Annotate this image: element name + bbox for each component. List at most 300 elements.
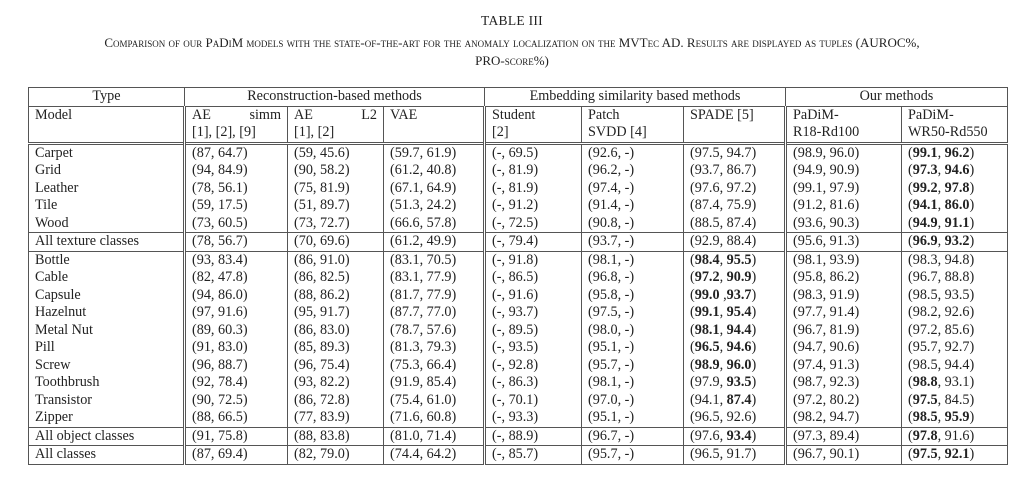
table-row (29, 427, 1008, 446)
value-cell: (98.9, 96.0) (684, 357, 786, 375)
pro-value: 17.5 (218, 197, 243, 213)
auroc-value: 98.2 (912, 304, 938, 320)
auroc-value: 90 (196, 391, 211, 408)
value-cell: (97.4, 91.3) (786, 357, 902, 375)
pro-value: 72.5 (218, 391, 243, 408)
value-cell: (91.4, -) (582, 197, 684, 215)
pro-value: 64.7 (218, 144, 243, 161)
value-cell: (97.2, 90.9) (684, 269, 786, 287)
auroc-value: 97.2 (912, 321, 938, 338)
pro-value: 86.2 (829, 269, 855, 285)
pro-value: - (624, 214, 630, 231)
col-label: PaDiM- (908, 106, 954, 123)
col-ref: [1], [2], [9] (192, 124, 256, 140)
value-cell: (97.5, 92.1) (902, 446, 1008, 465)
value-cell: (94.1, 86.0) (902, 197, 1008, 215)
table-row (29, 162, 1008, 180)
auroc-value: 81.3 (394, 339, 420, 355)
pro-value: 81.9 (829, 321, 855, 338)
value-cell: (95, 91.7) (288, 304, 384, 322)
value-cell: (94.7, 90.6) (786, 339, 902, 357)
pro-value: - (624, 286, 630, 303)
auroc-value: 95.8 (592, 286, 618, 303)
auroc-value: 93.6 (797, 214, 823, 231)
pro-value: 57.6 (426, 321, 452, 338)
value-cell: (78, 56.7) (185, 233, 288, 252)
value-cell: (91, 75.8) (185, 427, 288, 446)
auroc-value: 95.8 (797, 269, 823, 285)
pro-value: 91.7 (726, 446, 752, 462)
pro-value: 93.3 (508, 409, 534, 425)
value-cell: (-, 93.3) (485, 409, 582, 427)
pro-value: 88.8 (944, 269, 970, 285)
pro-value: 91.6 (508, 286, 534, 303)
pro-value: 93.9 (829, 251, 855, 268)
value-cell: (-, 86.3) (485, 374, 582, 392)
auroc-value: 90.8 (592, 214, 618, 231)
col-header-patch-svdd (582, 106, 684, 143)
row-label: Hazelnut (29, 304, 185, 322)
auroc-value: 82 (196, 269, 211, 285)
pro-value: - (624, 269, 630, 285)
value-cell: (96.5, 92.6) (684, 409, 786, 427)
value-cell: (91, 83.0) (185, 339, 288, 357)
table-row (29, 215, 1008, 233)
value-cell: (-, 79.4) (485, 233, 582, 252)
auroc-value: 86 (298, 251, 313, 268)
pro-value: 75.8 (218, 427, 243, 444)
value-cell: (67.1, 64.9) (384, 180, 485, 198)
col-label: Patch (588, 106, 620, 123)
auroc-value: 51 (298, 197, 313, 213)
column-header-row (29, 106, 1008, 143)
auroc-value: 61.2 (394, 233, 420, 249)
table-row (29, 304, 1008, 322)
value-cell: (97.4, -) (582, 180, 684, 198)
pro-value: 92.3 (829, 374, 855, 390)
table-row (29, 409, 1008, 427)
pro-value: 97.2 (726, 179, 752, 196)
pro-value: 69.6 (320, 233, 345, 249)
pro-value: 94.6 (944, 162, 970, 178)
value-cell: (97.8, 91.6) (902, 427, 1008, 446)
row-label: Leather (29, 180, 185, 198)
pro-value: 90.1 (829, 446, 855, 462)
auroc-value: 88 (298, 286, 313, 303)
pro-value: 93.7 (508, 304, 534, 320)
value-cell: (99.1, 95.4) (684, 304, 786, 322)
table-caption: Comparison of our PaDiM models with the state-of-the-art for the anomaly localization on the MVTec AD. Results are displayed as tuples (AUROC%, PRO-score%) (104, 35, 920, 68)
value-cell: (98.5, 94.4) (902, 357, 1008, 375)
auroc-value: 96.8 (592, 269, 618, 285)
value-cell: (70, 69.6) (288, 233, 384, 252)
auroc-value: 96.5 (694, 446, 720, 462)
value-cell: (-, 85.7) (485, 446, 582, 465)
table-row (29, 197, 1008, 215)
auroc-value: 92.6 (592, 144, 618, 161)
col-label: AE (294, 106, 313, 123)
col-header-spade (684, 106, 786, 143)
auroc-value: 98.0 (592, 321, 618, 338)
pro-value: 61.0 (426, 391, 452, 408)
pro-value: 94.4 (726, 321, 752, 338)
pro-value: 93.4 (726, 427, 752, 444)
auroc-value: 98.1 (592, 251, 618, 268)
row-label: Toothbrush (29, 374, 185, 392)
pro-value: 77.9 (426, 269, 452, 285)
pro-value: 79.3 (426, 339, 452, 355)
auroc-value: 96.7 (797, 446, 823, 462)
pro-value: - (624, 304, 630, 320)
value-cell: (87, 64.7) (185, 143, 288, 162)
pro-value: 69.4 (218, 446, 243, 462)
auroc-value: 95 (298, 304, 313, 320)
pro-value: 79.4 (508, 233, 534, 249)
pro-value: 93.2 (944, 233, 970, 249)
value-cell: (86, 91.0) (288, 251, 384, 269)
auroc-value: - (496, 446, 502, 462)
group-reconstruction: Reconstruction-based methods (185, 88, 485, 107)
auroc-value: 98.5 (912, 409, 938, 425)
value-cell: (61.2, 49.9) (384, 233, 485, 252)
table-row (29, 392, 1008, 410)
col-ref: R18-Rd100 (793, 124, 860, 140)
value-cell: (-, 70.1) (485, 392, 582, 410)
pro-value: 90.9 (829, 162, 855, 178)
value-cell: (99.1, 96.2) (902, 143, 1008, 162)
pro-value: 91.7 (320, 304, 345, 320)
value-cell: (88, 66.5) (185, 409, 288, 427)
auroc-value: 99.1 (694, 304, 720, 320)
value-cell: (87.4, 75.9) (684, 197, 786, 215)
auroc-value: 99.0 (694, 286, 720, 303)
value-cell: (-, 93.5) (485, 339, 582, 357)
value-cell: (96, 75.4) (288, 357, 384, 375)
pro-value: 92.8 (508, 356, 534, 373)
value-cell: (94, 86.0) (185, 287, 288, 305)
auroc-value: 67.1 (394, 179, 420, 196)
row-label: Wood (29, 215, 185, 233)
table-row (29, 287, 1008, 305)
table-row (29, 374, 1008, 392)
table-row (29, 143, 1008, 162)
value-cell: (96, 88.7) (185, 357, 288, 375)
auroc-value: 66.6 (394, 214, 420, 231)
pro-value: - (624, 162, 630, 178)
pro-value: 69.5 (508, 144, 534, 161)
pro-value: 72.7 (320, 214, 345, 231)
table-row (29, 251, 1008, 269)
pro-value: 95.9 (944, 409, 970, 425)
auroc-value: - (496, 269, 502, 285)
value-cell: (86, 83.0) (288, 322, 384, 340)
pro-value: 85.7 (508, 446, 534, 462)
pro-value: 71.4 (426, 427, 452, 444)
value-cell: (-, 81.9) (485, 162, 582, 180)
value-cell: (97.6, 93.4) (684, 427, 786, 446)
value-cell: (95.7, -) (582, 357, 684, 375)
results-table (28, 87, 1008, 465)
pro-value: 86.0 (944, 197, 970, 213)
value-cell: (98.5, 93.5) (902, 287, 1008, 305)
value-cell: (92.9, 88.4) (684, 233, 786, 252)
auroc-value: 93 (196, 251, 211, 268)
pro-value: 77.9 (426, 286, 452, 303)
auroc-value: 95.7 (592, 356, 618, 373)
value-cell: (94.1, 87.4) (684, 392, 786, 410)
row-label: Cable (29, 269, 185, 287)
value-cell: (85, 89.3) (288, 339, 384, 357)
auroc-value: 97.3 (912, 162, 938, 178)
auroc-value: 98.5 (912, 356, 938, 373)
auroc-value: 98.3 (912, 251, 938, 268)
auroc-value: 87 (196, 446, 211, 462)
pro-value: 95.5 (726, 251, 752, 268)
value-cell: (98.3, 91.9) (786, 287, 902, 305)
pro-value: 70.5 (426, 251, 452, 268)
pro-value: 60.3 (218, 321, 243, 338)
pro-value: 93.1 (944, 374, 970, 390)
value-cell: (97.6, 97.2) (684, 180, 786, 198)
value-cell: (77, 83.9) (288, 409, 384, 427)
pro-value: 83.4 (218, 251, 243, 268)
value-cell: (96.5, 91.7) (684, 446, 786, 465)
pro-value: 97.9 (829, 179, 855, 196)
value-cell: (97, 91.6) (185, 304, 288, 322)
auroc-value: 91 (196, 339, 211, 355)
auroc-value: 73 (196, 214, 211, 231)
value-cell: (98.7, 92.3) (786, 374, 902, 392)
auroc-value: 89 (196, 321, 211, 338)
value-cell: (98.0, -) (582, 322, 684, 340)
auroc-value: 98.4 (694, 251, 720, 268)
auroc-value: 82 (298, 446, 313, 462)
value-cell: (-, 88.9) (485, 427, 582, 446)
table-row (29, 339, 1008, 357)
pro-value: 94.6 (726, 339, 752, 355)
auroc-value: 95.1 (592, 409, 618, 425)
pro-value: 75.9 (726, 197, 752, 213)
auroc-value: 95.7 (592, 446, 618, 462)
auroc-value: 77 (298, 409, 313, 425)
row-label: Pill (29, 339, 185, 357)
col-ref: WR50-Rd550 (908, 124, 988, 140)
pro-value: 61.9 (426, 144, 452, 161)
value-cell: (90.8, -) (582, 215, 684, 233)
auroc-value: 59 (196, 197, 211, 213)
pro-value: 24.2 (426, 197, 452, 213)
auroc-value: 78.7 (394, 321, 420, 338)
auroc-value: 97.5 (694, 144, 720, 161)
row-label: Grid (29, 162, 185, 180)
value-cell: (51.3, 24.2) (384, 197, 485, 215)
pro-value: 96.2 (944, 144, 970, 161)
auroc-value: 96 (298, 356, 313, 373)
pro-value: 91.9 (829, 286, 855, 303)
pro-value: 60.5 (218, 214, 243, 231)
value-cell: (98.2, 92.6) (902, 304, 1008, 322)
pro-value: 81.9 (320, 179, 345, 196)
auroc-value: 75.3 (394, 356, 420, 373)
pro-value: - (624, 356, 630, 373)
value-cell: (96.8, -) (582, 269, 684, 287)
value-cell: (97.3, 94.6) (902, 162, 1008, 180)
pro-value: 92.6 (726, 409, 752, 425)
table-row (29, 233, 1008, 252)
auroc-value: 61.2 (394, 162, 420, 178)
pro-value: 49.9 (426, 233, 452, 249)
model-header (29, 106, 185, 143)
pro-value: 40.8 (426, 162, 452, 178)
value-cell: (97.2, 80.2) (786, 392, 902, 410)
auroc-value: 59 (298, 144, 313, 161)
value-cell: (98.8, 93.1) (902, 374, 1008, 392)
auroc-value: 93.7 (592, 233, 618, 249)
pro-value: 85.4 (426, 374, 452, 390)
auroc-value: 81.7 (394, 286, 420, 303)
pro-value: 86.0 (218, 286, 243, 303)
value-cell: (98.9, 96.0) (786, 143, 902, 162)
pro-value: 92.1 (944, 446, 970, 462)
pro-value: 82.2 (320, 374, 345, 390)
auroc-value: 99.1 (912, 144, 938, 161)
pro-value: 94.4 (944, 356, 970, 373)
col-label: PaDiM- (793, 106, 839, 123)
value-cell: (96.7, -) (582, 427, 684, 446)
value-cell: (90, 58.2) (288, 162, 384, 180)
auroc-value: 91.2 (797, 197, 823, 213)
pro-value: - (624, 233, 630, 249)
auroc-value: 96.7 (797, 321, 823, 338)
pro-value: 91.0 (320, 251, 345, 268)
auroc-value: 88.5 (694, 214, 720, 231)
value-cell: (87.7, 77.0) (384, 304, 485, 322)
value-cell: (75.4, 61.0) (384, 392, 485, 410)
auroc-value: 87.4 (694, 197, 720, 213)
auroc-value: 95.1 (592, 339, 618, 355)
pro-value: - (624, 339, 630, 355)
auroc-value: 97.0 (592, 391, 618, 408)
pro-value: 60.8 (426, 409, 452, 425)
auroc-value: - (496, 339, 502, 355)
pro-value: 91.6 (218, 304, 243, 320)
auroc-value: 51.3 (394, 197, 420, 213)
value-cell: (94, 84.9) (185, 162, 288, 180)
value-cell: (96.7, 90.1) (786, 446, 902, 465)
value-cell: (97.7, 91.4) (786, 304, 902, 322)
row-label: Zipper (29, 409, 185, 427)
pro-value: 79.0 (320, 446, 345, 462)
value-cell: (97.5, 84.5) (902, 392, 1008, 410)
auroc-value: 86 (298, 391, 313, 408)
auroc-value: 93.7 (694, 162, 720, 178)
value-cell: (97.5, 94.7) (684, 143, 786, 162)
col-label: Student (492, 106, 536, 123)
auroc-value: 96.5 (694, 339, 720, 355)
auroc-value: 97.2 (694, 269, 720, 285)
table-row (29, 180, 1008, 198)
pro-value: - (624, 197, 630, 213)
auroc-value: 97.7 (797, 304, 823, 320)
pro-value: 57.8 (426, 214, 452, 231)
pro-value: 89.3 (320, 339, 345, 355)
auroc-value: 83.1 (394, 269, 420, 285)
pro-value: 86.7 (726, 162, 752, 178)
value-cell: (96.5, 94.6) (684, 339, 786, 357)
auroc-value: 70 (298, 233, 313, 249)
auroc-value: 94 (196, 286, 211, 303)
auroc-value: 86 (298, 321, 313, 338)
auroc-value: 98.9 (797, 144, 823, 161)
row-label: Bottle (29, 251, 185, 269)
auroc-value: - (496, 391, 502, 408)
pro-value: - (624, 427, 630, 444)
value-cell: (87, 69.4) (185, 446, 288, 465)
value-cell: (93.7, -) (582, 233, 684, 252)
value-cell: (78.7, 57.6) (384, 322, 485, 340)
pro-value: 90.3 (829, 214, 855, 231)
value-cell: (81.0, 71.4) (384, 427, 485, 446)
auroc-value: 93 (298, 374, 313, 390)
auroc-value: - (496, 427, 502, 444)
value-cell: (73, 60.5) (185, 215, 288, 233)
col-label: L2 (361, 106, 377, 123)
auroc-value: 99.1 (797, 179, 823, 196)
auroc-value: - (496, 197, 502, 213)
auroc-value: 96 (196, 356, 211, 373)
auroc-value: 98.5 (912, 286, 938, 303)
pro-value: 93.5 (726, 374, 752, 390)
col-header-student (485, 106, 582, 143)
value-cell: (-, 92.8) (485, 357, 582, 375)
value-cell: (59, 45.6) (288, 143, 384, 162)
pro-value: 96.0 (829, 144, 855, 161)
value-cell: (-, 72.5) (485, 215, 582, 233)
value-cell: (98.5, 95.9) (902, 409, 1008, 427)
pro-value: 86.5 (508, 269, 534, 285)
value-cell: (86, 72.8) (288, 392, 384, 410)
auroc-value: 78 (196, 179, 211, 196)
pro-value: 95.4 (726, 304, 752, 320)
pro-value: 93.5 (944, 286, 970, 303)
auroc-value: 98.1 (694, 321, 720, 338)
value-cell: (83.1, 70.5) (384, 251, 485, 269)
pro-value: 94.7 (726, 144, 752, 161)
value-cell: (59.7, 61.9) (384, 143, 485, 162)
pro-value: 83.0 (218, 339, 243, 355)
pro-value: 58.2 (320, 162, 345, 178)
model-header-label: Model (35, 106, 73, 123)
value-cell: (96.2, -) (582, 162, 684, 180)
auroc-value: 95.7 (912, 339, 938, 355)
auroc-value: 96.7 (912, 269, 938, 285)
value-cell: (82, 47.8) (185, 269, 288, 287)
row-label: Carpet (29, 143, 185, 162)
pro-value: - (624, 446, 630, 462)
value-cell: (94.9, 91.1) (902, 215, 1008, 233)
pro-value: 91.8 (508, 251, 534, 268)
pro-value: 83.9 (320, 409, 345, 425)
auroc-value: 86 (298, 269, 313, 285)
row-label: Metal Nut (29, 322, 185, 340)
pro-value: 92.6 (944, 304, 970, 320)
auroc-value: 94 (196, 162, 211, 178)
table-row (29, 446, 1008, 465)
auroc-value: 97.3 (797, 427, 823, 444)
auroc-value: 78 (196, 233, 211, 249)
auroc-value: 81.0 (394, 427, 420, 444)
col-ref: SVDD [4] (588, 124, 647, 140)
